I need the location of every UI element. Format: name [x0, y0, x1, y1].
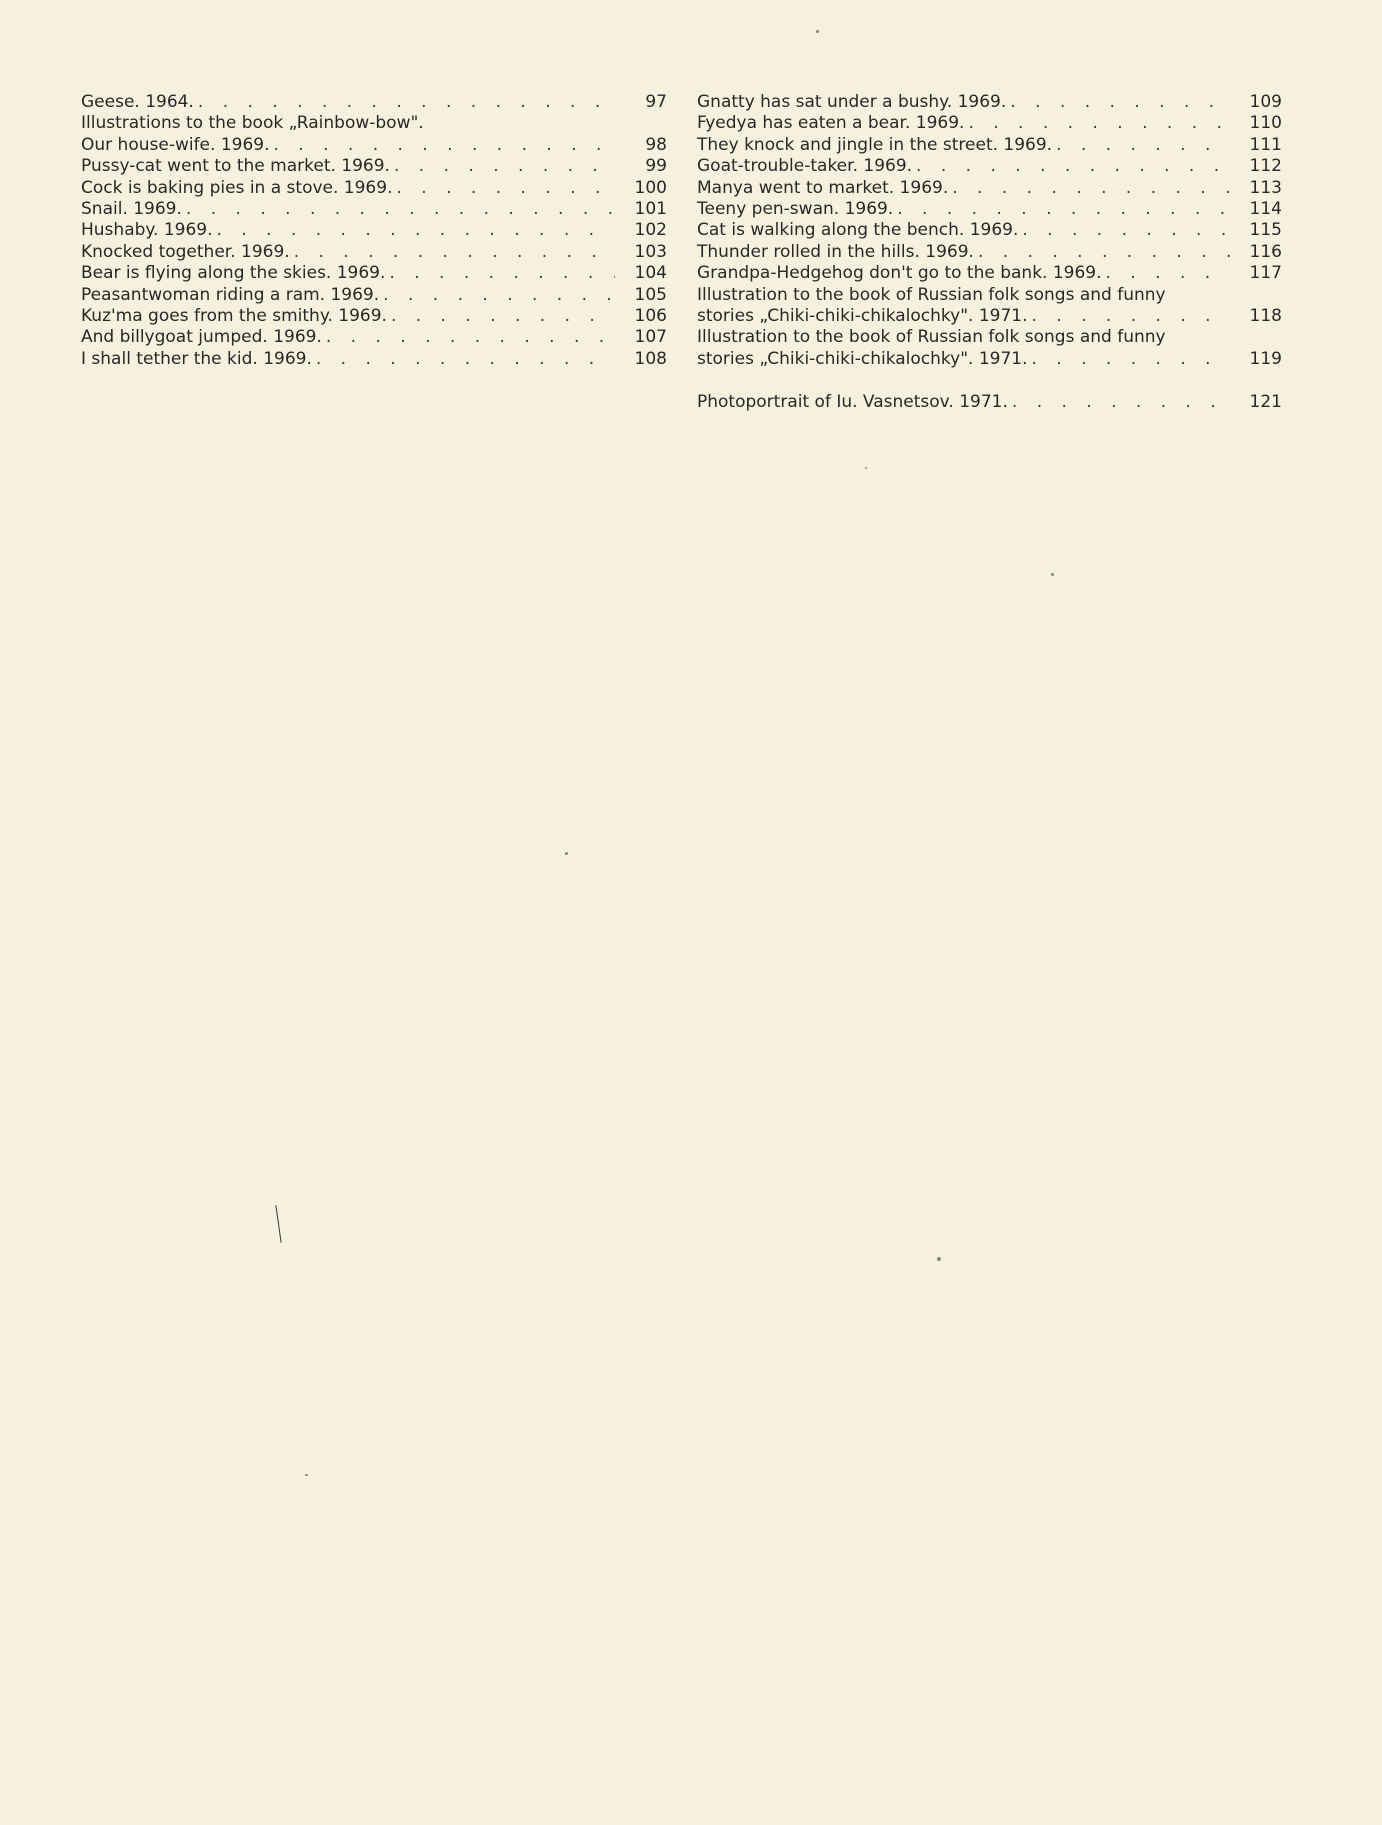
dot-leader: [974, 242, 1230, 263]
contents-left-column: [81, 92, 667, 370]
entry-page-number: 100: [634, 177, 667, 198]
entry-page-number: 104: [634, 263, 667, 284]
contents-entry: [81, 349, 667, 370]
contents-entry: [697, 156, 1282, 177]
dot-leader: [312, 349, 615, 370]
dot-leader: [385, 263, 615, 284]
entry-title: Teeny pen-swan. 1969.: [697, 199, 894, 220]
entry-page-number: 98: [645, 134, 667, 155]
contents-entry: [81, 156, 667, 177]
entry-page-number: 106: [634, 306, 667, 327]
entry-page-number: 113: [1249, 177, 1282, 198]
entry-title: Kuz'ma goes from the smithy. 1969.: [81, 306, 387, 327]
paper-speck: [937, 1257, 941, 1261]
contents-entry-multiline: [697, 285, 1282, 328]
entry-page-number: 118: [1249, 306, 1282, 327]
entry-page-number: 108: [634, 348, 667, 369]
dot-leader: [948, 178, 1230, 199]
entry-page-number: 101: [634, 199, 667, 220]
entry-title: Hushaby. 1969.: [81, 220, 213, 241]
entry-title: Fyedya has eaten a bear. 1969.: [697, 113, 965, 134]
spacer: [697, 370, 1282, 392]
dot-leader: [390, 156, 615, 177]
contents-entry: [697, 135, 1282, 156]
dot-leader: [392, 178, 615, 199]
paper-speck: [565, 852, 568, 855]
contents-entry: [81, 220, 667, 241]
entry-title: Goat-trouble-taker. 1969.: [697, 156, 913, 177]
entry-title: Grandpa-Hedgehog don't go to the bank. 1969.: [697, 263, 1102, 284]
dot-leader: [1018, 220, 1230, 241]
entry-title: Our house-wife. 1969.: [81, 134, 270, 155]
contents-entry: [81, 263, 667, 284]
entry-title: Geese. 1964.: [81, 92, 194, 112]
contents-entry: [697, 92, 1282, 113]
entry-title: Gnatty has sat under a bushy. 1969.: [697, 92, 1007, 112]
entry-title-line1: Illustration to the book of Russian folk songs and funny: [697, 327, 1166, 348]
dot-leader: [1028, 306, 1231, 327]
dot-leader: [322, 327, 615, 348]
contents-entry: [81, 92, 667, 113]
contents-entry: [697, 199, 1282, 220]
contents-right-column: [697, 92, 1282, 414]
contents-entry: [81, 285, 667, 306]
entry-title: I shall tether the kid. 1969.: [81, 348, 312, 369]
dot-leader: [290, 242, 615, 263]
contents-entry: [697, 242, 1282, 263]
paper-speck: [1051, 573, 1054, 576]
entry-title-line2: stories „Chiki-chiki-chikalochky". 1971.: [697, 306, 1028, 327]
entry-title: Manya went to market. 1969.: [697, 177, 949, 198]
entry-page-number: 107: [634, 327, 667, 348]
section-heading: Illustrations to the book „Rainbow-bow".: [81, 113, 424, 134]
entry-title: Cat is walking along the bench. 1969.: [697, 220, 1019, 241]
dot-leader: [1052, 135, 1230, 156]
paper-speck: [865, 467, 867, 469]
contents-entry: [81, 306, 667, 327]
contents-entry: [697, 113, 1282, 134]
dot-leader: [213, 220, 615, 241]
entry-title: Snail. 1969.: [81, 199, 182, 220]
entry-page-number: 119: [1249, 348, 1282, 369]
entry-title: Peasantwoman riding a ram. 1969.: [81, 284, 380, 305]
contents-entry: [697, 220, 1282, 241]
contents-entry: [81, 199, 667, 220]
entry-title: Pussy-cat went to the market. 1969.: [81, 156, 390, 177]
entry-title: Bear is flying along the skies. 1969.: [81, 263, 386, 284]
contents-entry: [81, 242, 667, 263]
entry-title: And billygoat jumped. 1969.: [81, 327, 322, 348]
dot-leader: [182, 199, 615, 220]
entry-page-number: 102: [634, 220, 667, 241]
dot-leader: [912, 156, 1230, 177]
entry-page-number: 110: [1249, 113, 1282, 134]
paper-speck: [816, 30, 819, 33]
entry-page-number: 117: [1249, 263, 1282, 284]
dot-leader: [270, 135, 616, 156]
entry-page-number: 111: [1249, 134, 1282, 155]
contents-entry: [697, 392, 1282, 413]
contents-entry: [81, 327, 667, 348]
pencil-mark: [275, 1205, 281, 1243]
entry-title-line2: stories „Chiki-chiki-chikalochky". 1971.: [697, 348, 1028, 369]
dot-leader: [893, 199, 1230, 220]
entry-title-line1: Illustration to the book of Russian folk songs and funny: [697, 284, 1166, 305]
dot-leader: [387, 306, 615, 327]
entry-title: Knocked together. 1969.: [81, 241, 290, 262]
entry-page-number: 114: [1249, 199, 1282, 220]
contents-entry: [81, 135, 667, 156]
contents-entry: [697, 178, 1282, 199]
entry-title: Photoportrait of Iu. Vasnetsov. 1971.: [697, 392, 1008, 413]
dot-leader: [194, 92, 615, 113]
contents-entry: [697, 263, 1282, 284]
entry-page-number: 109: [1249, 92, 1282, 112]
entry-title: They knock and jingle in the street. 1969.: [697, 134, 1053, 155]
entry-page-number: 103: [634, 241, 667, 262]
dot-leader: [379, 285, 615, 306]
entry-last-line: [697, 349, 1282, 370]
contents-entry-multiline: [697, 327, 1282, 370]
entry-page-number: 116: [1249, 241, 1282, 262]
entry-last-line: [697, 306, 1282, 327]
dot-leader: [1008, 392, 1230, 413]
entry-page-number: 112: [1249, 156, 1282, 177]
entry-page-number: 97: [645, 92, 667, 112]
paper-speck: [305, 1474, 308, 1476]
dot-leader: [1028, 349, 1231, 370]
contents-entry: [81, 178, 667, 199]
entry-page-number: 99: [645, 156, 667, 177]
entry-page-number: 115: [1249, 220, 1282, 241]
dot-leader: [1102, 263, 1230, 284]
entry-title: Thunder rolled in the hills. 1969.: [697, 241, 974, 262]
dot-leader: [1006, 92, 1230, 113]
entry-page-number: 105: [634, 284, 667, 305]
dot-leader: [964, 113, 1230, 134]
entry-title: Cock is baking pies in a stove. 1969.: [81, 177, 393, 198]
entry-page-number: 121: [1249, 392, 1282, 413]
